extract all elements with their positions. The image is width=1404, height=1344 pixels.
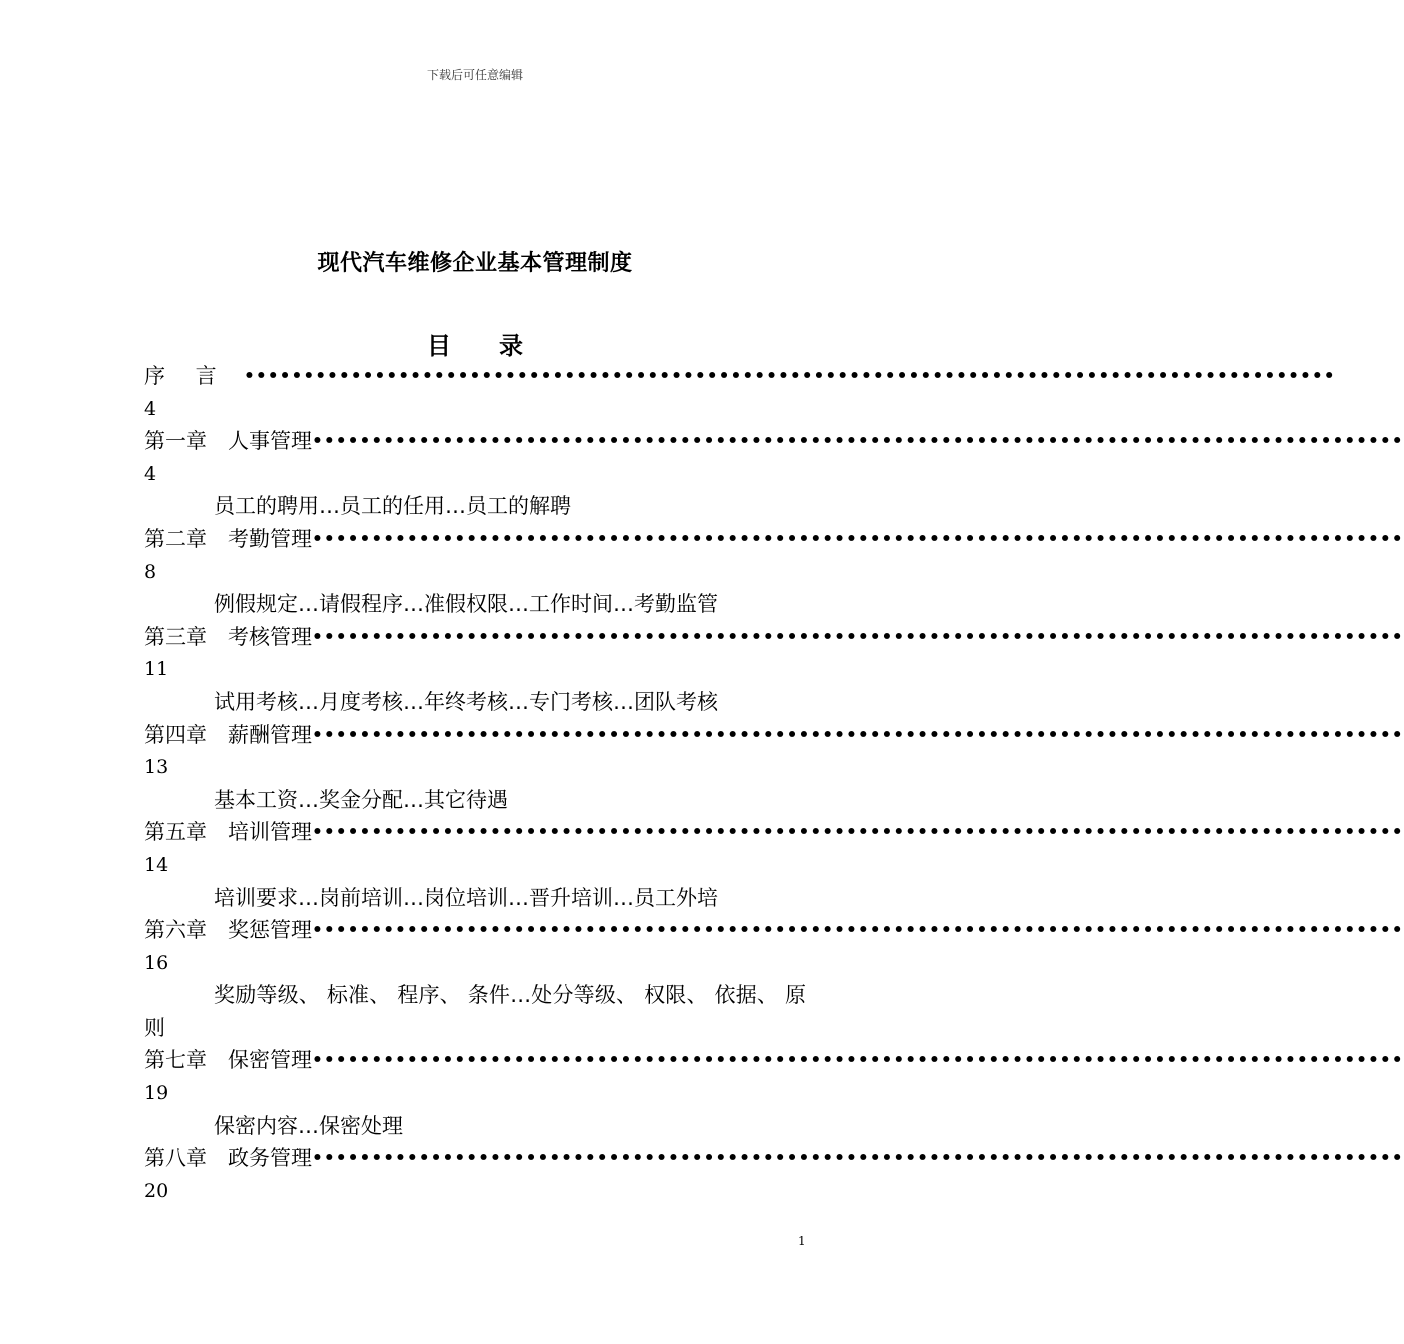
toc-entry-page: 20: [144, 1179, 169, 1202]
leader-dots: ••••••••••••••••••••••••••••••••••••••••••••••••••••••••••••••••••••••••••••••••••••••••••••: [312, 920, 1404, 941]
toc-entry-page: 11: [144, 658, 169, 681]
toc-entry-label: 第六章 奖惩管理: [144, 918, 312, 943]
leader-dots: ••••••••••••••••••••••••••••••••••••••••••••••••••••••••••••••••••••••••••••••••••••••••••••: [312, 822, 1404, 843]
toc-entry-label: 第三章 考核管理: [144, 624, 312, 649]
leader-dots: ••••••••••••••••••••••••••••••••••••••••••••••••••••••••••••••••••••••••••••••••••••••••••••: [312, 626, 1404, 647]
toc-entry-details: 基本工资…奖金分配…其它待遇: [214, 787, 508, 812]
toc-entry-label: 第五章 培训管理: [144, 820, 312, 845]
toc-entry-page: 4: [144, 397, 157, 420]
table-of-contents: [144, 360, 1404, 1207]
toc-heading-char-2: 录: [499, 332, 523, 360]
toc-entry-preface[interactable]: [144, 360, 1336, 393]
toc-entry-label-text: 序 言: [144, 364, 217, 388]
leader-dots: ••••••••••••••••••••••••••••••••••••••••••••••••••••••••••••••••••••••••••••••••••••••••••••: [312, 528, 1404, 549]
leader-dots: ••••••••••••••••••••••••••••••••••••••••••••••••••••••••••••••••••••••••••••••••••••••••••••: [312, 1050, 1404, 1071]
leader-dots: ••••••••••••••••••••••••••••••••••••••••••••••••••••••••••••••••••••••••••••••••••••••••••••: [312, 1148, 1404, 1169]
toc-entry-details: 例假规定…请假程序…准假权限…工作时间…考勤监管: [214, 592, 718, 617]
toc-entry-page: 8: [144, 560, 157, 583]
toc-entry-details: 奖励等级、 标准、 程序、 条件…处分等级、 权限、 依据、 原则: [144, 983, 806, 1040]
toc-entry-page: 19: [144, 1082, 169, 1105]
toc-heading-char-1: 目: [427, 332, 451, 360]
page-header: 下载后可任意编辑: [426, 68, 523, 82]
toc-heading: [0, 326, 950, 361]
toc-entry-label: 第二章 考勤管理: [144, 526, 312, 551]
leader-dots: ••••••••••••••••••••••••••••••••••••••••••••••••••••••••••••••••••••••••••••••••••••••••••••: [312, 431, 1404, 452]
toc-entry-chapter-5[interactable]: [144, 816, 1404, 849]
toc-entry-details: 员工的聘用…员工的任用…员工的解聘: [214, 494, 571, 519]
toc-entry-chapter-4[interactable]: [144, 719, 1404, 752]
toc-entry-label: 第七章 保密管理: [144, 1048, 312, 1073]
toc-entry-page: 16: [144, 951, 169, 974]
page-number: 1: [798, 1234, 806, 1248]
toc-entry-chapter-2[interactable]: [144, 523, 1404, 556]
toc-entry-details: 保密内容…保密处理: [214, 1113, 403, 1138]
toc-entry-chapter-8[interactable]: [144, 1142, 1404, 1175]
leader-dots: ••••••••••••••••••••••••••••••••••••••••••••••••••••••••••••••••••••••••••••••••••••••••••••: [244, 366, 1336, 386]
toc-entry-chapter-6[interactable]: [144, 914, 1404, 947]
toc-entry-chapter-1[interactable]: [144, 425, 1404, 458]
toc-entry-chapter-7[interactable]: [144, 1044, 1404, 1077]
toc-entry-details: 试用考核…月度考核…年终考核…专门考核…团队考核: [214, 689, 718, 714]
toc-entry-label: 第八章 政务管理: [144, 1146, 312, 1171]
toc-entry-label: [144, 360, 244, 393]
toc-entry-label: 第四章 薪酬管理: [144, 722, 312, 747]
toc-entry-page: 13: [144, 756, 169, 779]
toc-entry-label: 第一章 人事管理: [144, 429, 312, 454]
toc-entry-details: 培训要求…岗前培训…岗位培训…晋升培训…员工外培: [214, 885, 718, 910]
toc-entry-page: 4: [144, 462, 157, 485]
leader-dots: ••••••••••••••••••••••••••••••••••••••••••••••••••••••••••••••••••••••••••••••••••••••••••••: [312, 724, 1404, 745]
toc-entry-page: 14: [144, 853, 169, 876]
document-title: 现代汽车维修企业基本管理制度: [317, 251, 633, 276]
toc-entry-chapter-3[interactable]: [144, 621, 1404, 654]
